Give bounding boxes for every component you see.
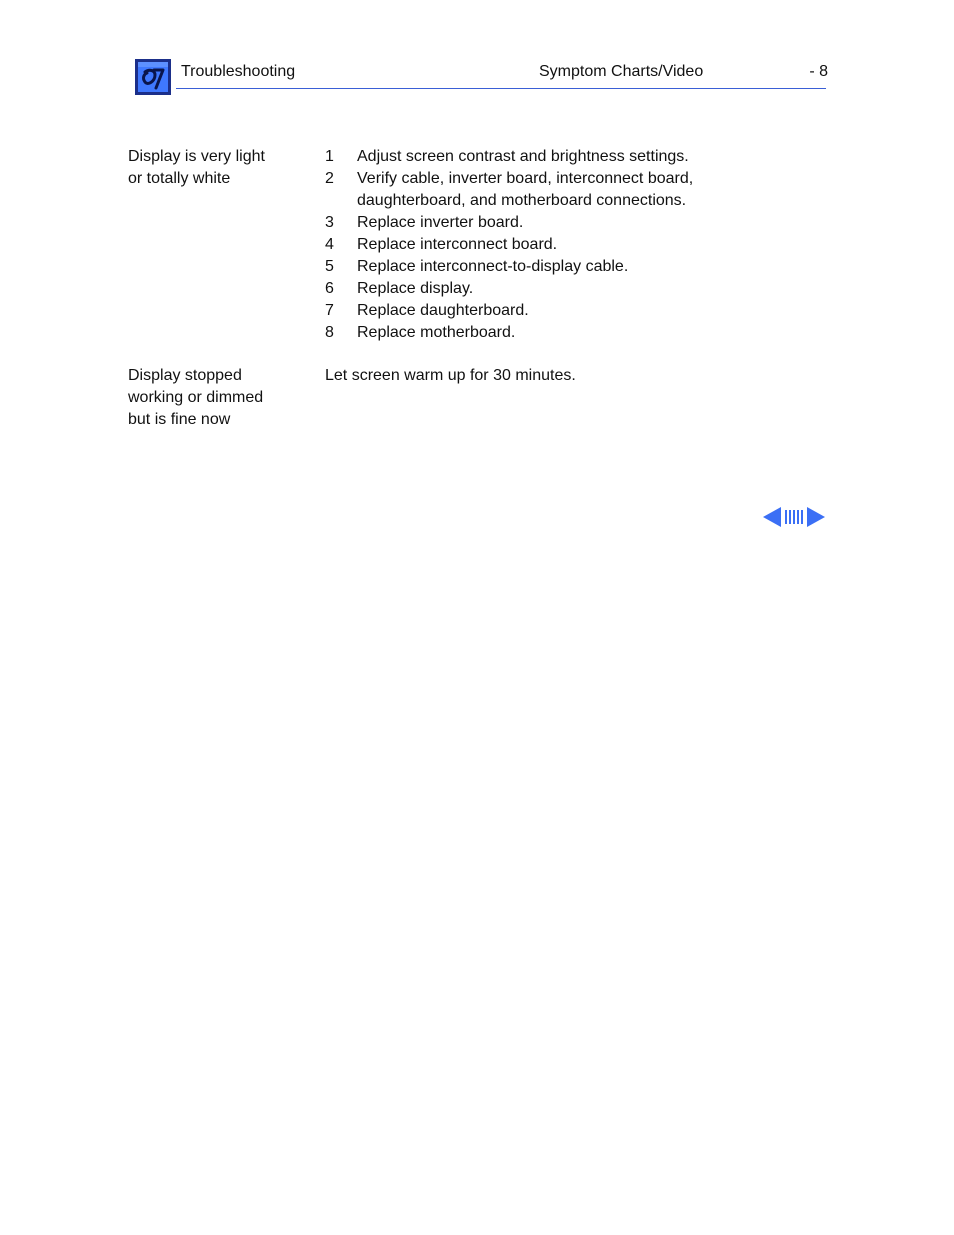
solution-text: Let screen warm up for 30 minutes. [325,367,576,384]
solution-steps [325,146,745,344]
step-text: Replace interconnect-to-display cable. [357,258,629,275]
list-item [325,278,745,300]
step-number: 4 [325,236,334,253]
page-index-icon[interactable] [785,510,803,524]
step-number: 3 [325,214,334,231]
right-arrow-icon[interactable] [807,507,825,527]
chapter-title: Symptom Charts/Video [539,63,704,80]
step-number: 2 [325,170,334,187]
list-item [325,256,745,278]
list-item [325,168,745,212]
list-item [325,322,745,344]
step-text: Replace motherboard. [357,324,516,341]
step-text: Replace daughterboard. [357,302,529,319]
step-number: 1 [325,148,334,165]
symptom-text: Display stopped working or dimmed but is fine now [128,367,264,428]
list-item [325,234,745,256]
step-text: Adjust screen contrast and brightness settings. [357,148,689,165]
page-header [134,58,828,96]
step-text: Verify cable, inverter board, interconnect board, daughterboard, and motherboard connections. [357,170,694,209]
step-number: 5 [325,258,334,275]
step-number: 8 [325,324,334,341]
page-navigation [763,506,825,528]
page-number: - 8 [809,63,828,80]
list-item [325,146,745,168]
step-text: Replace interconnect board. [357,236,558,253]
step-number: 6 [325,280,334,297]
step-text: Replace display. [357,280,474,297]
left-arrow-icon[interactable] [763,507,781,527]
step-text: Replace inverter board. [357,214,524,231]
header-rule [176,88,826,89]
symptom-text: Display is very light or totally white [128,148,265,187]
section-title: Troubleshooting [181,63,296,80]
list-item [325,212,745,234]
apple-tool-icon [134,58,172,96]
step-number: 7 [325,302,334,319]
list-item [325,300,745,322]
